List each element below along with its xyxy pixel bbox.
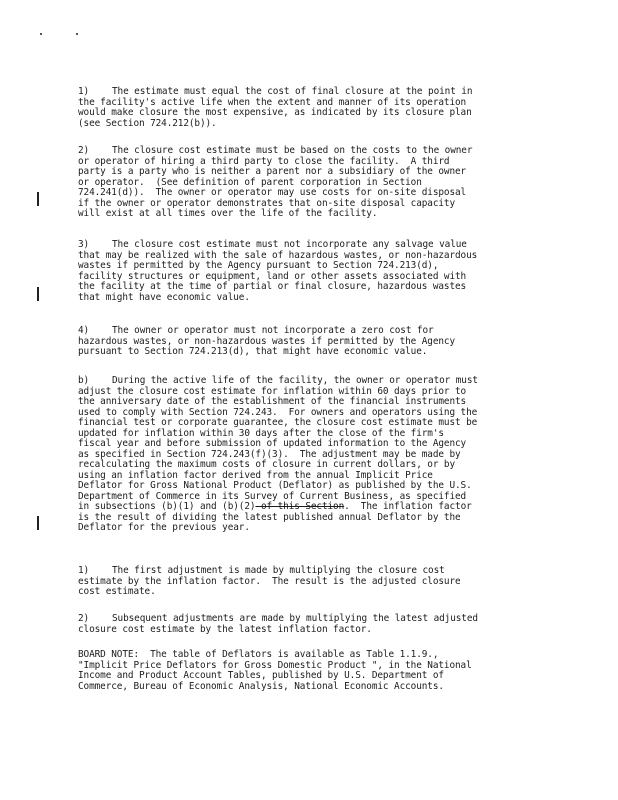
line-text: The estimate must equal the cost of final closure at the point in (112, 86, 473, 97)
text-line (78, 209, 548, 220)
line-text: updated for inflation within 30 days after the close of the firm's (78, 427, 444, 439)
scan-speck (40, 33, 42, 35)
line-text: wastes if permitted by the Agency pursuant to Section 724.213(d), (78, 260, 439, 271)
line-text: using an inflation factor derived from the annual Implicit Price (78, 469, 433, 481)
line-text: or operator. (See definition of parent corporation in Section (78, 176, 422, 188)
line-text: that may be realized with the sale of hazardous wastes, or non-hazardous (78, 249, 478, 261)
line-text: "Implicit Price Deflators for Gross Domestic Product ", in the National (78, 659, 472, 671)
struck-text: of this Section (255, 501, 345, 512)
text-line (78, 347, 548, 358)
line-text: closure cost estimate by the latest inflation factor. (78, 623, 372, 635)
line-text: The owner or operator must not incorporate a zero cost for (112, 325, 434, 336)
line-text: financial test or corporate guarantee, the closure cost estimate must be (78, 417, 478, 428)
line-text: will exist at all times over the life of the facility. (78, 208, 378, 219)
text-line (78, 119, 548, 130)
paragraph-b2 (78, 614, 548, 635)
paragraph-a2 (78, 146, 548, 220)
line-text: recalculating the maximum costs of closure in current dollars, or by (78, 459, 456, 470)
board-note (78, 650, 548, 692)
text-line (78, 682, 548, 693)
change-bar (37, 516, 39, 530)
line-text: or operator of hiring a third party to close the facility. A third (78, 155, 450, 167)
line-text: the facility's active life when the extent and manner of its operation (78, 96, 467, 108)
line-text: hazardous wastes, or non-hazardous wastes if permitted by the Agency (78, 335, 456, 347)
item-number: 1) (78, 565, 90, 576)
line-text: used to comply with Section 724.243. For owners and operators using the (78, 406, 478, 418)
line-text: During the active life of the facility, the owner or operator must (112, 375, 478, 386)
paragraph-b1 (78, 566, 548, 598)
line-text: if the owner or operator demonstrates that on-site disposal capacity (78, 197, 456, 209)
line-text: facility structures or equipment, land or other assets associated with (78, 270, 467, 282)
line-text: The closure cost estimate must be based on the costs to the owner (112, 145, 473, 156)
line-text: that might have economic value. (78, 291, 250, 303)
line-text: cost estimate. (78, 586, 156, 597)
scan-speck (76, 33, 78, 35)
line-text: pursuant to Section 724.213(d), that might have economic value. (78, 346, 428, 357)
line-text: BOARD NOTE: The table of Deflators is available as Table 1.1.9., (78, 649, 439, 660)
paragraph-b (78, 376, 548, 534)
line-text: (see Section 724.212(b)). (78, 117, 217, 129)
change-bar (37, 192, 39, 206)
text-line (78, 625, 548, 636)
line-text: the facility at the time of partial or final closure, hazardous wastes (78, 281, 467, 292)
line-text: Department of Commerce in its Survey of Current Business, as specified (78, 490, 467, 502)
text-line (78, 523, 548, 534)
change-bar (37, 287, 39, 301)
item-number: 1) (78, 86, 90, 97)
line-text: adjust the closure cost estimate for inflation within 60 days prior to (78, 385, 467, 397)
item-number: 2) (78, 613, 90, 624)
line-text: party is a party who is neither a parent nor a subsidiary of the owner (78, 166, 467, 177)
line-text: is the result of dividing the latest published annual Deflator by the (78, 511, 461, 523)
line-text: estimate by the inflation factor. The result is the adjusted closure (78, 575, 461, 587)
paragraph-a3 (78, 240, 548, 303)
text-line (78, 587, 548, 598)
line-text: The closure cost estimate must not incorporate any salvage value (112, 239, 467, 250)
line-text: Income and Product Account Tables, published by U.S. Department of (78, 670, 444, 681)
line-text: Deflator for Gross National Product (Deflator) as published by the U.S. (78, 480, 472, 491)
item-number: 3) (78, 239, 90, 250)
line-text: as specified in Section 724.243(f)(3). The adjustment may be made by (78, 448, 461, 460)
line-text: in subsections (b)(1) and (b)(2) (78, 501, 256, 512)
line-text: The first adjustment is made by multiplying the closure cost (112, 565, 445, 576)
item-number: 2) (78, 145, 90, 156)
item-number: b) (78, 375, 90, 386)
line-text: would make closure the most expensive, as indicated by its closure plan (78, 107, 472, 118)
line-text: 724.241(d)). The owner or operator may use costs for on-site disposal (78, 187, 467, 198)
line-text: Deflator for the previous year. (78, 522, 250, 533)
paragraph-a4 (78, 326, 548, 358)
line-text: . The inflation factor (344, 501, 472, 512)
line-text: fiscal year and before submission of updated information to the Agency (78, 438, 467, 449)
paragraph-a1 (78, 87, 548, 129)
line-text: Commerce, Bureau of Economic Analysis, National Economic Accounts. (78, 680, 444, 692)
item-number: 4) (78, 325, 90, 336)
line-text: Subsequent adjustments are made by multiplying the latest adjusted (112, 613, 478, 624)
line-text: the anniversary date of the establishment of the financial instruments (78, 396, 467, 407)
text-line (78, 293, 548, 304)
